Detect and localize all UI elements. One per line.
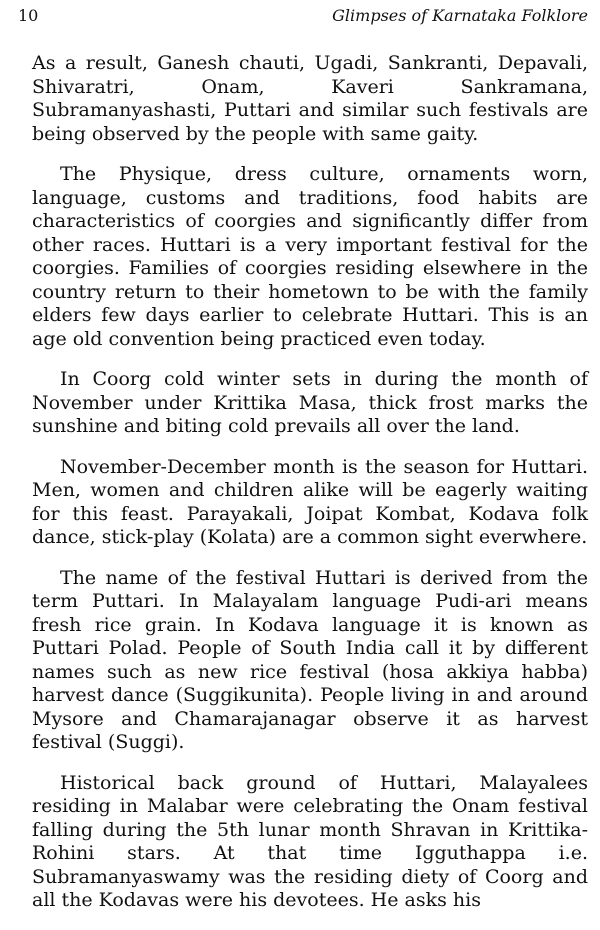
paragraph-5: The name of the festival Huttari is derived from the term Puttari. In Malayalam language Pudi-ari means fresh rice grain. In Kodava language it is known as Puttari Polad. People of South India call it by different names such as new rice festival (hosa akkiya habba) harvest dance (Suggikunita). People living in and around Mysore and Chamarajanagar observe it as harvest festival (Suggi). <box>32 566 588 753</box>
paragraph-3: In Coorg cold winter sets in during the month of November under Krittika Masa, thick frost marks the sunshine and biting cold prevails all over the land. <box>32 368 588 437</box>
paragraph-1: As a result, Ganesh chauti, Ugadi, Sankranti, Depavali, Shivaratri, Onam, Kaveri Sankramana, Subramanyashasti, Puttari and similar such festivals are being observed by the people with same gaity. <box>32 52 588 145</box>
page-body <box>32 52 588 930</box>
page-header <box>18 6 588 25</box>
page-number: 10 <box>18 6 39 25</box>
running-title: Glimpses of Karnataka Folklore <box>332 6 588 25</box>
paragraph-2: The Physique, dress culture, ornaments worn, language, customs and traditions, food habits are characteristics of coorgies and significantly differ from other races. Huttari is a very important festival for the coorgies. Families of coorgies residing elsewhere in the country return to their hometown to be with the family elders few days earlier to celebrate Huttari. This is an age old convention being practiced even today. <box>32 163 588 350</box>
paragraph-4: November-December month is the season for Huttari. Men, women and children alike will be eagerly waiting for this feast. Parayakali, Joipat Kombat, Kodava folk dance, stick-play (Kolata) are a common sight everwhere. <box>32 455 588 548</box>
paragraph-6: Historical back ground of Huttari, Malayalees residing in Malabar were celebrating the Onam festival falling during the 5th lunar month Shravan in Krittika-Rohini stars. At that time Igguthappa i.e. Subramanyaswamy was the residing diety of Coorg and all the Kodavas were his devotees. He asks his <box>32 771 588 911</box>
